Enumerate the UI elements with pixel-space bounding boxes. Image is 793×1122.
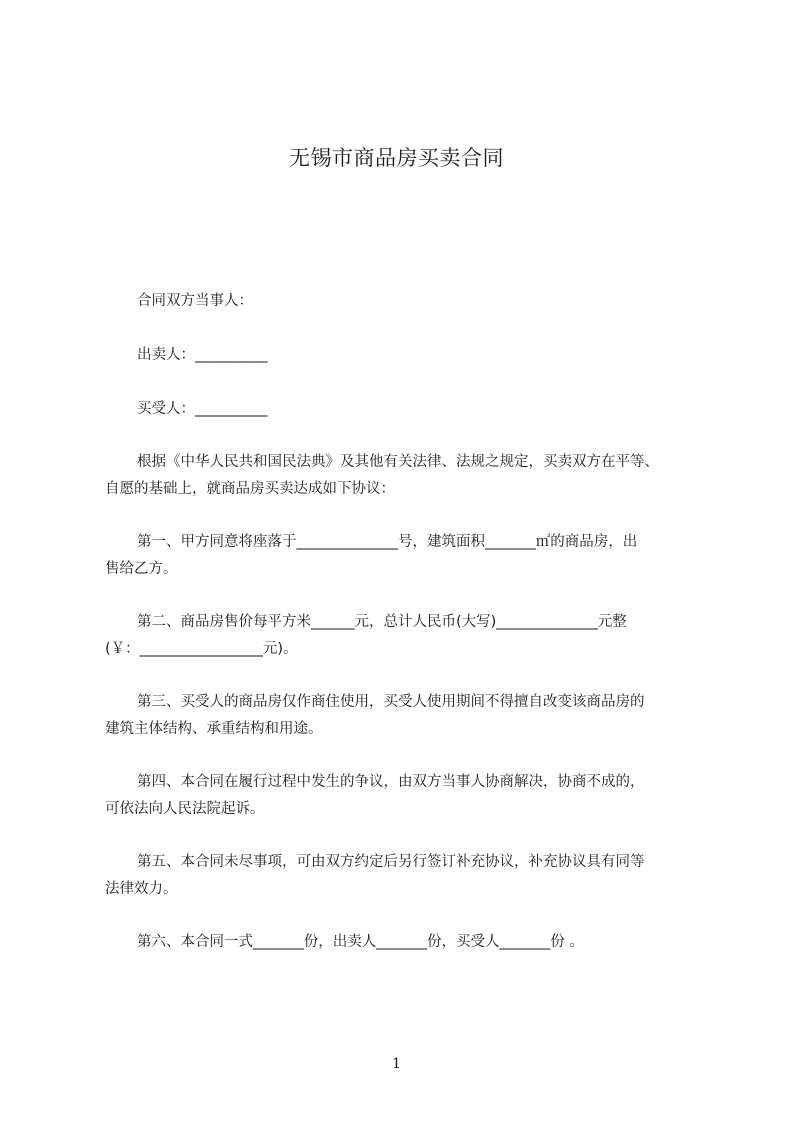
article-3-line-2: 建筑主体结构、承重结构和用途。 (105, 721, 323, 737)
preamble-line-2: 自愿的基础上，就商品房买卖达成如下协议： (105, 481, 395, 497)
article-3-line-1: 第三、买受人的商品房仅作商住使用，买受人使用期间不得擅自改变该商品房的 (137, 694, 645, 710)
parties-heading: 合同双方当事人： (137, 293, 253, 309)
article-6-line: 第六、本合同一式_______份，出卖人_______份，买受人_______份 。 (137, 934, 584, 950)
preamble-line-1: 根据《中华人民共和国民法典》及其他有关法律、法规之规定，买卖双方在平等、 (137, 454, 659, 470)
article-5-line-1: 第五、本合同未尽事项，可由双方约定后另行签订补充协议，补充协议具有同等 (137, 854, 645, 870)
article-1-line-2: 售给乙方。 (105, 561, 178, 577)
article-4-line-1: 第四、本合同在履行过程中发生的争议，由双方当事人协商解决，协商不成的， (137, 774, 645, 790)
article-4-line-2: 可依法向人民法院起诉。 (105, 801, 265, 817)
article-1-line-1: 第一、甲方同意将座落于______________号，建筑面积_______㎡的商品房，出 (137, 534, 638, 550)
page-number: 1 (392, 1056, 401, 1072)
seller-line: 出卖人：__________ (137, 347, 268, 363)
buyer-line: 买受人：__________ (137, 401, 268, 417)
article-5-line-2: 法律效力。 (105, 881, 178, 897)
article-2-line-1: 第二、商品房售价每平方米______元，总计人民币(大写)______________元整 (137, 614, 627, 630)
article-2-line-2: (￥：_________________元)。 (105, 641, 298, 657)
document-title: 无锡市商品房买卖合同 (289, 146, 504, 170)
